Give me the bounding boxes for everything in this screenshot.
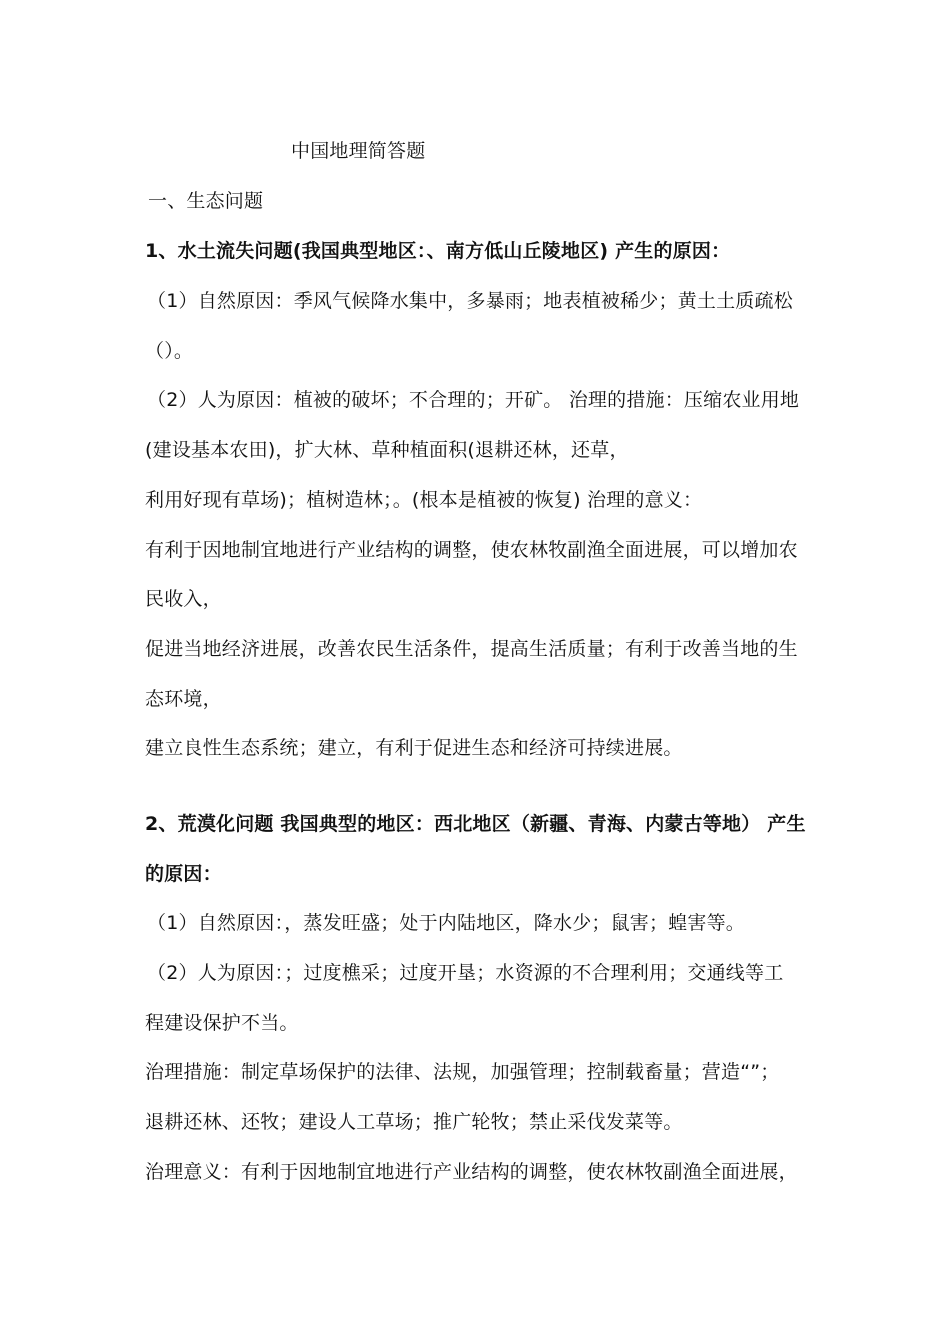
q2-line-3: 程建设保护不当。 xyxy=(145,1012,299,1034)
q2-line-4: 治理措施：制定草场保护的法律、法规，加强管理；控制载畜量；营造“”； xyxy=(145,1061,780,1083)
document-title: 中国地理简答题 xyxy=(291,140,426,162)
q1-line-6: 有利于因地制宜地进行产业结构的调整，使农林牧副渔全面进展，可以增加农 xyxy=(145,539,798,561)
q1-line-9: 态环境， xyxy=(145,688,222,710)
q2-line-1: （1）自然原因：，蒸发旺盛；处于内陆地区，降水少；鼠害；蝗害等。 xyxy=(147,912,745,934)
q1-line-3: （2）人为原因：植被的破坏；不合理的；开矿。 治理的措施：压缩农业用地 xyxy=(147,389,800,411)
q1-line-1: （1）自然原因：季风气候降水集中，多暴雨；地表植被稀少；黄土土质疏松 xyxy=(147,290,793,312)
q2-line-2: （2）人为原因：；过度樵采；过度开垦；水资源的不合理利用；交通线等工 xyxy=(147,962,784,984)
question-2-heading: 2、荒漠化问题 我国典型的地区：西北地区（新疆、青海、内蒙古等地） 产生 xyxy=(145,813,806,835)
q1-line-4: (建设基本农田)，扩大林、草种植面积(退耕还林，还草， xyxy=(145,439,629,461)
q1-line-10: 建立良性生态系统；建立，有利于促进生态和经济可持续进展。 xyxy=(145,737,683,759)
question-1-heading: 1、水土流失问题(我国典型地区：、南方低山丘陵地区) 产生的原因： xyxy=(145,240,731,262)
section-heading: 一、生态问题 xyxy=(148,190,264,212)
question-2-heading-cont: 的原因： xyxy=(145,863,222,885)
q2-line-5: 退耕还林、还牧；建设人工草场；推广轮牧；禁止采伐发菜等。 xyxy=(145,1111,683,1133)
q1-line-8: 促进当地经济进展，改善农民生活条件，提高生活质量；有利于改善当地的生 xyxy=(145,638,798,660)
q1-line-5: 利用好现有草场)；植树造林；。(根本是植被的恢复) 治理的意义： xyxy=(145,489,703,511)
q1-line-2: （）。 xyxy=(145,340,194,362)
q1-line-7: 民收入， xyxy=(145,588,222,610)
q2-line-6: 治理意义：有利于因地制宜地进行产业结构的调整，使农林牧副渔全面进展， xyxy=(145,1161,798,1183)
